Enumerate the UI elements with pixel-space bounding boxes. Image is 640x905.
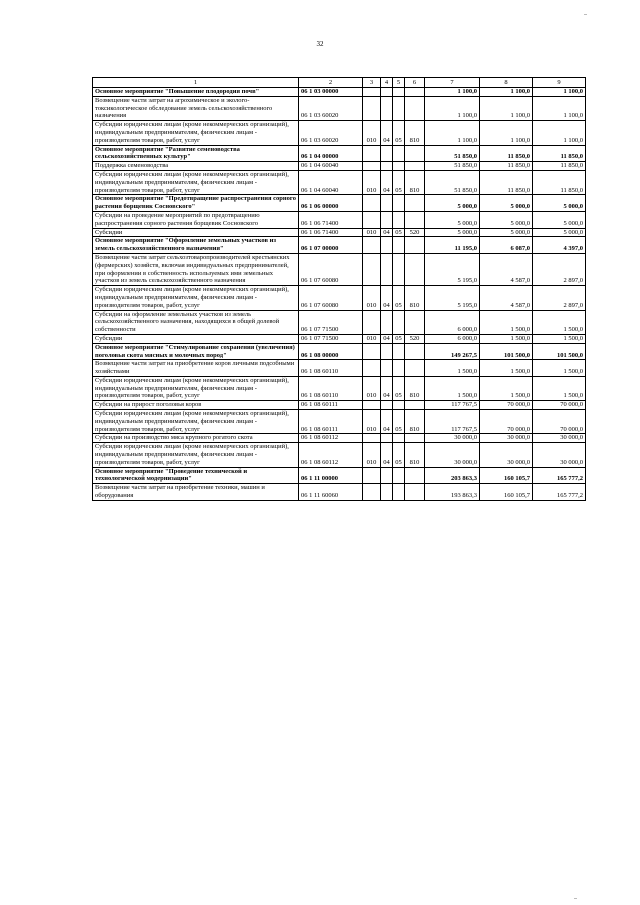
row-value-col9: 70 000,0: [533, 401, 586, 410]
row-col3-cell: 010: [363, 376, 381, 400]
row-value-col9: 165 777,2: [533, 467, 586, 484]
row-code-cell: 06 1 11 60060: [299, 484, 363, 501]
row-col3-cell: [363, 96, 381, 120]
row-value-col8: 101 500,0: [480, 343, 533, 360]
row-col3-cell: 010: [363, 228, 381, 237]
row-code-cell: 06 1 06 00000: [299, 195, 363, 212]
row-col3-cell: 010: [363, 286, 381, 310]
row-code-cell: 06 1 07 00000: [299, 237, 363, 254]
row-name-cell: Субсидии юридическим лицам (кроме некоммерческих организаций), индивидуальным предпринимателям, физическим лицам - производителям товаров, работ, услуг: [93, 443, 299, 467]
row-value-col7: 5 195,0: [425, 286, 480, 310]
row-col5-cell: [393, 310, 405, 334]
row-col3-cell: 010: [363, 170, 381, 194]
row-name-cell: Возмещение части затрат сельхозтоваропроизводителей крестьянских (фермерских) хозяйств, включая индивидуальных предпринимателей, при оформлении в собственность используемых ими земельных участков из земель сельскохозяйственного назначения: [93, 253, 299, 285]
row-name-cell: Возмещение части затрат на агрохимическое и эколого-токсикологическое обследование земель сельскохозяйственного назначения: [93, 96, 299, 120]
row-col4-cell: 04: [381, 286, 393, 310]
row-col5-cell: 05: [393, 376, 405, 400]
row-col3-cell: [363, 360, 381, 377]
row-code-cell: 06 1 03 60020: [299, 121, 363, 145]
row-col6-cell: 810: [405, 410, 425, 434]
row-col6-cell: 810: [405, 170, 425, 194]
row-code-cell: 06 1 04 00000: [299, 145, 363, 162]
main-activity-row: [93, 237, 586, 254]
header-cell: 8: [480, 78, 533, 88]
row-value-col7: 203 863,3: [425, 467, 480, 484]
row-col6-cell: [405, 88, 425, 97]
row-name-cell: Субсидии на производство мяса крупного рогатого скота: [93, 434, 299, 443]
row-name-cell: Возмещение части затрат на приобретение коров личными подсобными хозяйствами: [93, 360, 299, 377]
row-code-cell: 06 1 03 60020: [299, 96, 363, 120]
row-value-col9: 5 000,0: [533, 211, 586, 228]
row-col3-cell: [363, 145, 381, 162]
table-row: [93, 96, 586, 120]
row-code-cell: 06 1 08 00000: [299, 343, 363, 360]
row-value-col9: 1 500,0: [533, 310, 586, 334]
row-value-col7: 5 000,0: [425, 211, 480, 228]
row-col5-cell: [393, 343, 405, 360]
row-col3-cell: [363, 467, 381, 484]
row-name-cell: Субсидии юридическим лицам (кроме некоммерческих организаций), индивидуальным предпринимателям, физическим лицам - производителям товаров, работ, услуг: [93, 286, 299, 310]
row-value-col8: 5 000,0: [480, 211, 533, 228]
row-col5-cell: [393, 253, 405, 285]
row-col6-cell: 520: [405, 334, 425, 343]
row-col5-cell: 05: [393, 170, 405, 194]
row-col4-cell: [381, 253, 393, 285]
row-value-col8: 1 500,0: [480, 376, 533, 400]
row-value-col7: 11 195,0: [425, 237, 480, 254]
row-value-col8: 11 850,0: [480, 145, 533, 162]
row-name-cell: Субсидии: [93, 228, 299, 237]
row-col4-cell: 04: [381, 334, 393, 343]
row-value-col8: 5 000,0: [480, 228, 533, 237]
row-code-cell: 06 1 04 60040: [299, 162, 363, 171]
row-name-cell: Субсидии юридическим лицам (кроме некоммерческих организаций), индивидуальным предпринимателям, физическим лицам - производителям товаров, работ, услуг: [93, 376, 299, 400]
main-activity-row: [93, 343, 586, 360]
row-col6-cell: 520: [405, 228, 425, 237]
row-value-col9: 2 897,0: [533, 253, 586, 285]
row-value-col7: 5 000,0: [425, 195, 480, 212]
table-row: [93, 401, 586, 410]
row-col3-cell: 010: [363, 121, 381, 145]
row-value-col8: 1 100,0: [480, 88, 533, 97]
header-cell: 6: [405, 78, 425, 88]
row-value-col7: 1 100,0: [425, 121, 480, 145]
row-col4-cell: [381, 211, 393, 228]
row-value-col8: 70 000,0: [480, 401, 533, 410]
table-row: [93, 121, 586, 145]
row-col4-cell: [381, 401, 393, 410]
row-value-col7: 1 500,0: [425, 360, 480, 377]
row-col4-cell: [381, 310, 393, 334]
table-row: [93, 211, 586, 228]
row-value-col7: 5 195,0: [425, 253, 480, 285]
main-activity-row: [93, 145, 586, 162]
row-col5-cell: [393, 467, 405, 484]
row-col5-cell: [393, 145, 405, 162]
row-code-cell: 06 1 08 60112: [299, 434, 363, 443]
row-col4-cell: [381, 162, 393, 171]
row-value-col8: 1 500,0: [480, 334, 533, 343]
row-col6-cell: 810: [405, 376, 425, 400]
page-number: 32: [316, 40, 324, 48]
row-col3-cell: 010: [363, 443, 381, 467]
row-value-col7: 117 767,5: [425, 401, 480, 410]
row-col3-cell: [363, 253, 381, 285]
budget-table: [92, 77, 586, 501]
table-row: [93, 484, 586, 501]
row-col3-cell: [363, 434, 381, 443]
row-value-col9: 11 850,0: [533, 162, 586, 171]
row-name-cell: Основное мероприятие "Развитие семеноводства сельскохозяйственных культур": [93, 145, 299, 162]
row-value-col9: 1 500,0: [533, 360, 586, 377]
row-col6-cell: [405, 195, 425, 212]
margin-mark: [574, 898, 577, 899]
row-value-col9: 1 500,0: [533, 334, 586, 343]
row-code-cell: 06 1 08 60111: [299, 401, 363, 410]
row-col5-cell: [393, 237, 405, 254]
row-value-col9: 1 100,0: [533, 88, 586, 97]
row-col4-cell: [381, 434, 393, 443]
row-col3-cell: [363, 401, 381, 410]
row-col5-cell: 05: [393, 121, 405, 145]
row-value-col7: 1 100,0: [425, 96, 480, 120]
main-activity-row: [93, 195, 586, 212]
row-col4-cell: 04: [381, 410, 393, 434]
row-value-col7: 6 000,0: [425, 310, 480, 334]
row-col5-cell: 05: [393, 410, 405, 434]
row-value-col9: 1 100,0: [533, 121, 586, 145]
table-row: [93, 170, 586, 194]
row-code-cell: 06 1 08 60112: [299, 443, 363, 467]
row-name-cell: Субсидии на проведение мероприятий по предотвращению распространения сорного растения борщевик Сосновского: [93, 211, 299, 228]
row-value-col8: 1 500,0: [480, 310, 533, 334]
row-col3-cell: [363, 88, 381, 97]
row-value-col8: 1 500,0: [480, 360, 533, 377]
margin-mark: [584, 14, 587, 15]
row-value-col8: 6 087,0: [480, 237, 533, 254]
row-value-col7: 30 000,0: [425, 443, 480, 467]
row-value-col9: 70 000,0: [533, 410, 586, 434]
row-name-cell: Основное мероприятие "Стимулирование сохранения (увеличения) поголовья скота мясных и молочных пород": [93, 343, 299, 360]
row-col6-cell: [405, 343, 425, 360]
row-code-cell: 06 1 08 60110: [299, 376, 363, 400]
row-col4-cell: 04: [381, 443, 393, 467]
row-name-cell: Основное мероприятие "Повышение плодородия почв": [93, 88, 299, 97]
table-row: [93, 228, 586, 237]
row-value-col8: 5 000,0: [480, 195, 533, 212]
row-name-cell: Поддержка семеноводства: [93, 162, 299, 171]
row-col6-cell: [405, 310, 425, 334]
row-col4-cell: [381, 96, 393, 120]
row-code-cell: 06 1 04 60040: [299, 170, 363, 194]
row-name-cell: Основное мероприятие "Проведение технической и технологической модернизации": [93, 467, 299, 484]
header-cell: 7: [425, 78, 480, 88]
row-value-col9: 2 897,0: [533, 286, 586, 310]
row-value-col7: 30 000,0: [425, 434, 480, 443]
row-code-cell: 06 1 08 60110: [299, 360, 363, 377]
row-col4-cell: [381, 145, 393, 162]
row-col6-cell: [405, 145, 425, 162]
row-value-col8: 11 850,0: [480, 170, 533, 194]
row-value-col9: 101 500,0: [533, 343, 586, 360]
row-col4-cell: [381, 343, 393, 360]
row-col3-cell: [363, 237, 381, 254]
row-col4-cell: 04: [381, 228, 393, 237]
row-value-col7: 51 850,0: [425, 162, 480, 171]
row-code-cell: 06 1 07 60080: [299, 253, 363, 285]
row-col5-cell: [393, 434, 405, 443]
header-cell: 3: [363, 78, 381, 88]
row-col6-cell: [405, 467, 425, 484]
header-cell: 2: [299, 78, 363, 88]
row-col5-cell: [393, 162, 405, 171]
row-col6-cell: [405, 162, 425, 171]
row-value-col8: 4 587,0: [480, 286, 533, 310]
row-code-cell: 06 1 07 71500: [299, 310, 363, 334]
row-col5-cell: [393, 484, 405, 501]
row-value-col7: 51 850,0: [425, 145, 480, 162]
row-col3-cell: [363, 195, 381, 212]
row-value-col7: 117 767,5: [425, 410, 480, 434]
row-value-col9: 5 000,0: [533, 228, 586, 237]
row-col5-cell: [393, 360, 405, 377]
header-cell: 5: [393, 78, 405, 88]
row-col5-cell: [393, 401, 405, 410]
row-col5-cell: 05: [393, 443, 405, 467]
row-col3-cell: [363, 211, 381, 228]
row-value-col7: 51 850,0: [425, 170, 480, 194]
row-value-col8: 1 100,0: [480, 121, 533, 145]
row-col6-cell: [405, 484, 425, 501]
row-code-cell: 06 1 07 71500: [299, 334, 363, 343]
row-value-col9: 1 100,0: [533, 96, 586, 120]
table-row: [93, 443, 586, 467]
row-name-cell: Субсидии юридическим лицам (кроме некоммерческих организаций), индивидуальным предпринимателям, физическим лицам - производителям товаров, работ, услуг: [93, 410, 299, 434]
row-col4-cell: [381, 467, 393, 484]
table-row: [93, 334, 586, 343]
row-name-cell: Субсидии на прирост поголовья коров: [93, 401, 299, 410]
row-value-col8: 4 587,0: [480, 253, 533, 285]
row-col6-cell: [405, 434, 425, 443]
row-col6-cell: 810: [405, 443, 425, 467]
row-name-cell: Основное мероприятие "Оформление земельных участков из земель сельскохозяйственного назначения": [93, 237, 299, 254]
row-name-cell: Субсидии юридическим лицам (кроме некоммерческих организаций), индивидуальным предпринимателям, физическим лицам - производителям товаров, работ, услуг: [93, 170, 299, 194]
row-name-cell: Субсидии на оформление земельных участков из земель сельскохозяйственного назначения, находящихся в общей долевой собственности: [93, 310, 299, 334]
row-col3-cell: 010: [363, 334, 381, 343]
table-row: [93, 162, 586, 171]
row-value-col8: 160 105,7: [480, 484, 533, 501]
row-value-col8: 1 100,0: [480, 96, 533, 120]
row-value-col9: 11 850,0: [533, 170, 586, 194]
row-col3-cell: [363, 343, 381, 360]
row-code-cell: 06 1 06 71400: [299, 211, 363, 228]
row-value-col7: 193 863,3: [425, 484, 480, 501]
main-activity-row: [93, 467, 586, 484]
row-col4-cell: 04: [381, 376, 393, 400]
row-col5-cell: [393, 211, 405, 228]
row-code-cell: 06 1 06 71400: [299, 228, 363, 237]
row-value-col8: 11 850,0: [480, 162, 533, 171]
row-value-col9: 30 000,0: [533, 434, 586, 443]
row-value-col8: 160 105,7: [480, 467, 533, 484]
row-col6-cell: [405, 237, 425, 254]
row-col5-cell: [393, 96, 405, 120]
row-col6-cell: 810: [405, 121, 425, 145]
row-col6-cell: [405, 401, 425, 410]
row-col3-cell: [363, 162, 381, 171]
row-value-col7: 149 267,5: [425, 343, 480, 360]
row-name-cell: Возмещение части затрат на приобретение техники, машин и оборудования: [93, 484, 299, 501]
row-col4-cell: [381, 88, 393, 97]
row-value-col7: 1 500,0: [425, 376, 480, 400]
row-value-col9: 30 000,0: [533, 443, 586, 467]
row-col3-cell: [363, 310, 381, 334]
row-value-col8: 30 000,0: [480, 443, 533, 467]
table-row: [93, 253, 586, 285]
row-col6-cell: [405, 211, 425, 228]
table-row: [93, 286, 586, 310]
row-name-cell: Субсидии: [93, 334, 299, 343]
row-value-col9: 11 850,0: [533, 145, 586, 162]
row-code-cell: 06 1 07 60080: [299, 286, 363, 310]
table-row: [93, 310, 586, 334]
row-col6-cell: [405, 360, 425, 377]
row-col3-cell: [363, 484, 381, 501]
table-row: [93, 376, 586, 400]
row-col6-cell: [405, 96, 425, 120]
row-value-col7: 5 000,0: [425, 228, 480, 237]
row-col5-cell: 05: [393, 334, 405, 343]
row-code-cell: 06 1 08 60111: [299, 410, 363, 434]
table-row: [93, 410, 586, 434]
row-value-col9: 165 777,2: [533, 484, 586, 501]
row-col4-cell: [381, 195, 393, 212]
row-col5-cell: 05: [393, 286, 405, 310]
row-col5-cell: [393, 195, 405, 212]
row-col4-cell: [381, 360, 393, 377]
table-header-row: [93, 78, 586, 88]
table-row: [93, 434, 586, 443]
row-col3-cell: 010: [363, 410, 381, 434]
row-col5-cell: 05: [393, 228, 405, 237]
header-cell: 1: [93, 78, 299, 88]
row-name-cell: Субсидии юридическим лицам (кроме некоммерческих организаций), индивидуальным предпринимателям, физическим лицам - производителям товаров, работ, услуг: [93, 121, 299, 145]
row-col4-cell: [381, 237, 393, 254]
row-col4-cell: 04: [381, 170, 393, 194]
header-cell: 9: [533, 78, 586, 88]
row-code-cell: 06 1 11 00000: [299, 467, 363, 484]
row-value-col8: 70 000,0: [480, 410, 533, 434]
row-col6-cell: [405, 253, 425, 285]
row-value-col9: 1 500,0: [533, 376, 586, 400]
row-value-col8: 30 000,0: [480, 434, 533, 443]
header-cell: 4: [381, 78, 393, 88]
row-value-col9: 4 397,0: [533, 237, 586, 254]
row-code-cell: 06 1 03 00000: [299, 88, 363, 97]
row-value-col9: 5 000,0: [533, 195, 586, 212]
table-row: [93, 360, 586, 377]
row-value-col7: 1 100,0: [425, 88, 480, 97]
row-col6-cell: 810: [405, 286, 425, 310]
row-col5-cell: [393, 88, 405, 97]
row-value-col7: 6 000,0: [425, 334, 480, 343]
main-activity-row: [93, 88, 586, 97]
row-col4-cell: [381, 484, 393, 501]
row-name-cell: Основное мероприятие "Предотвращение распространения сорного растения борщевик Сосновского": [93, 195, 299, 212]
row-col4-cell: 04: [381, 121, 393, 145]
